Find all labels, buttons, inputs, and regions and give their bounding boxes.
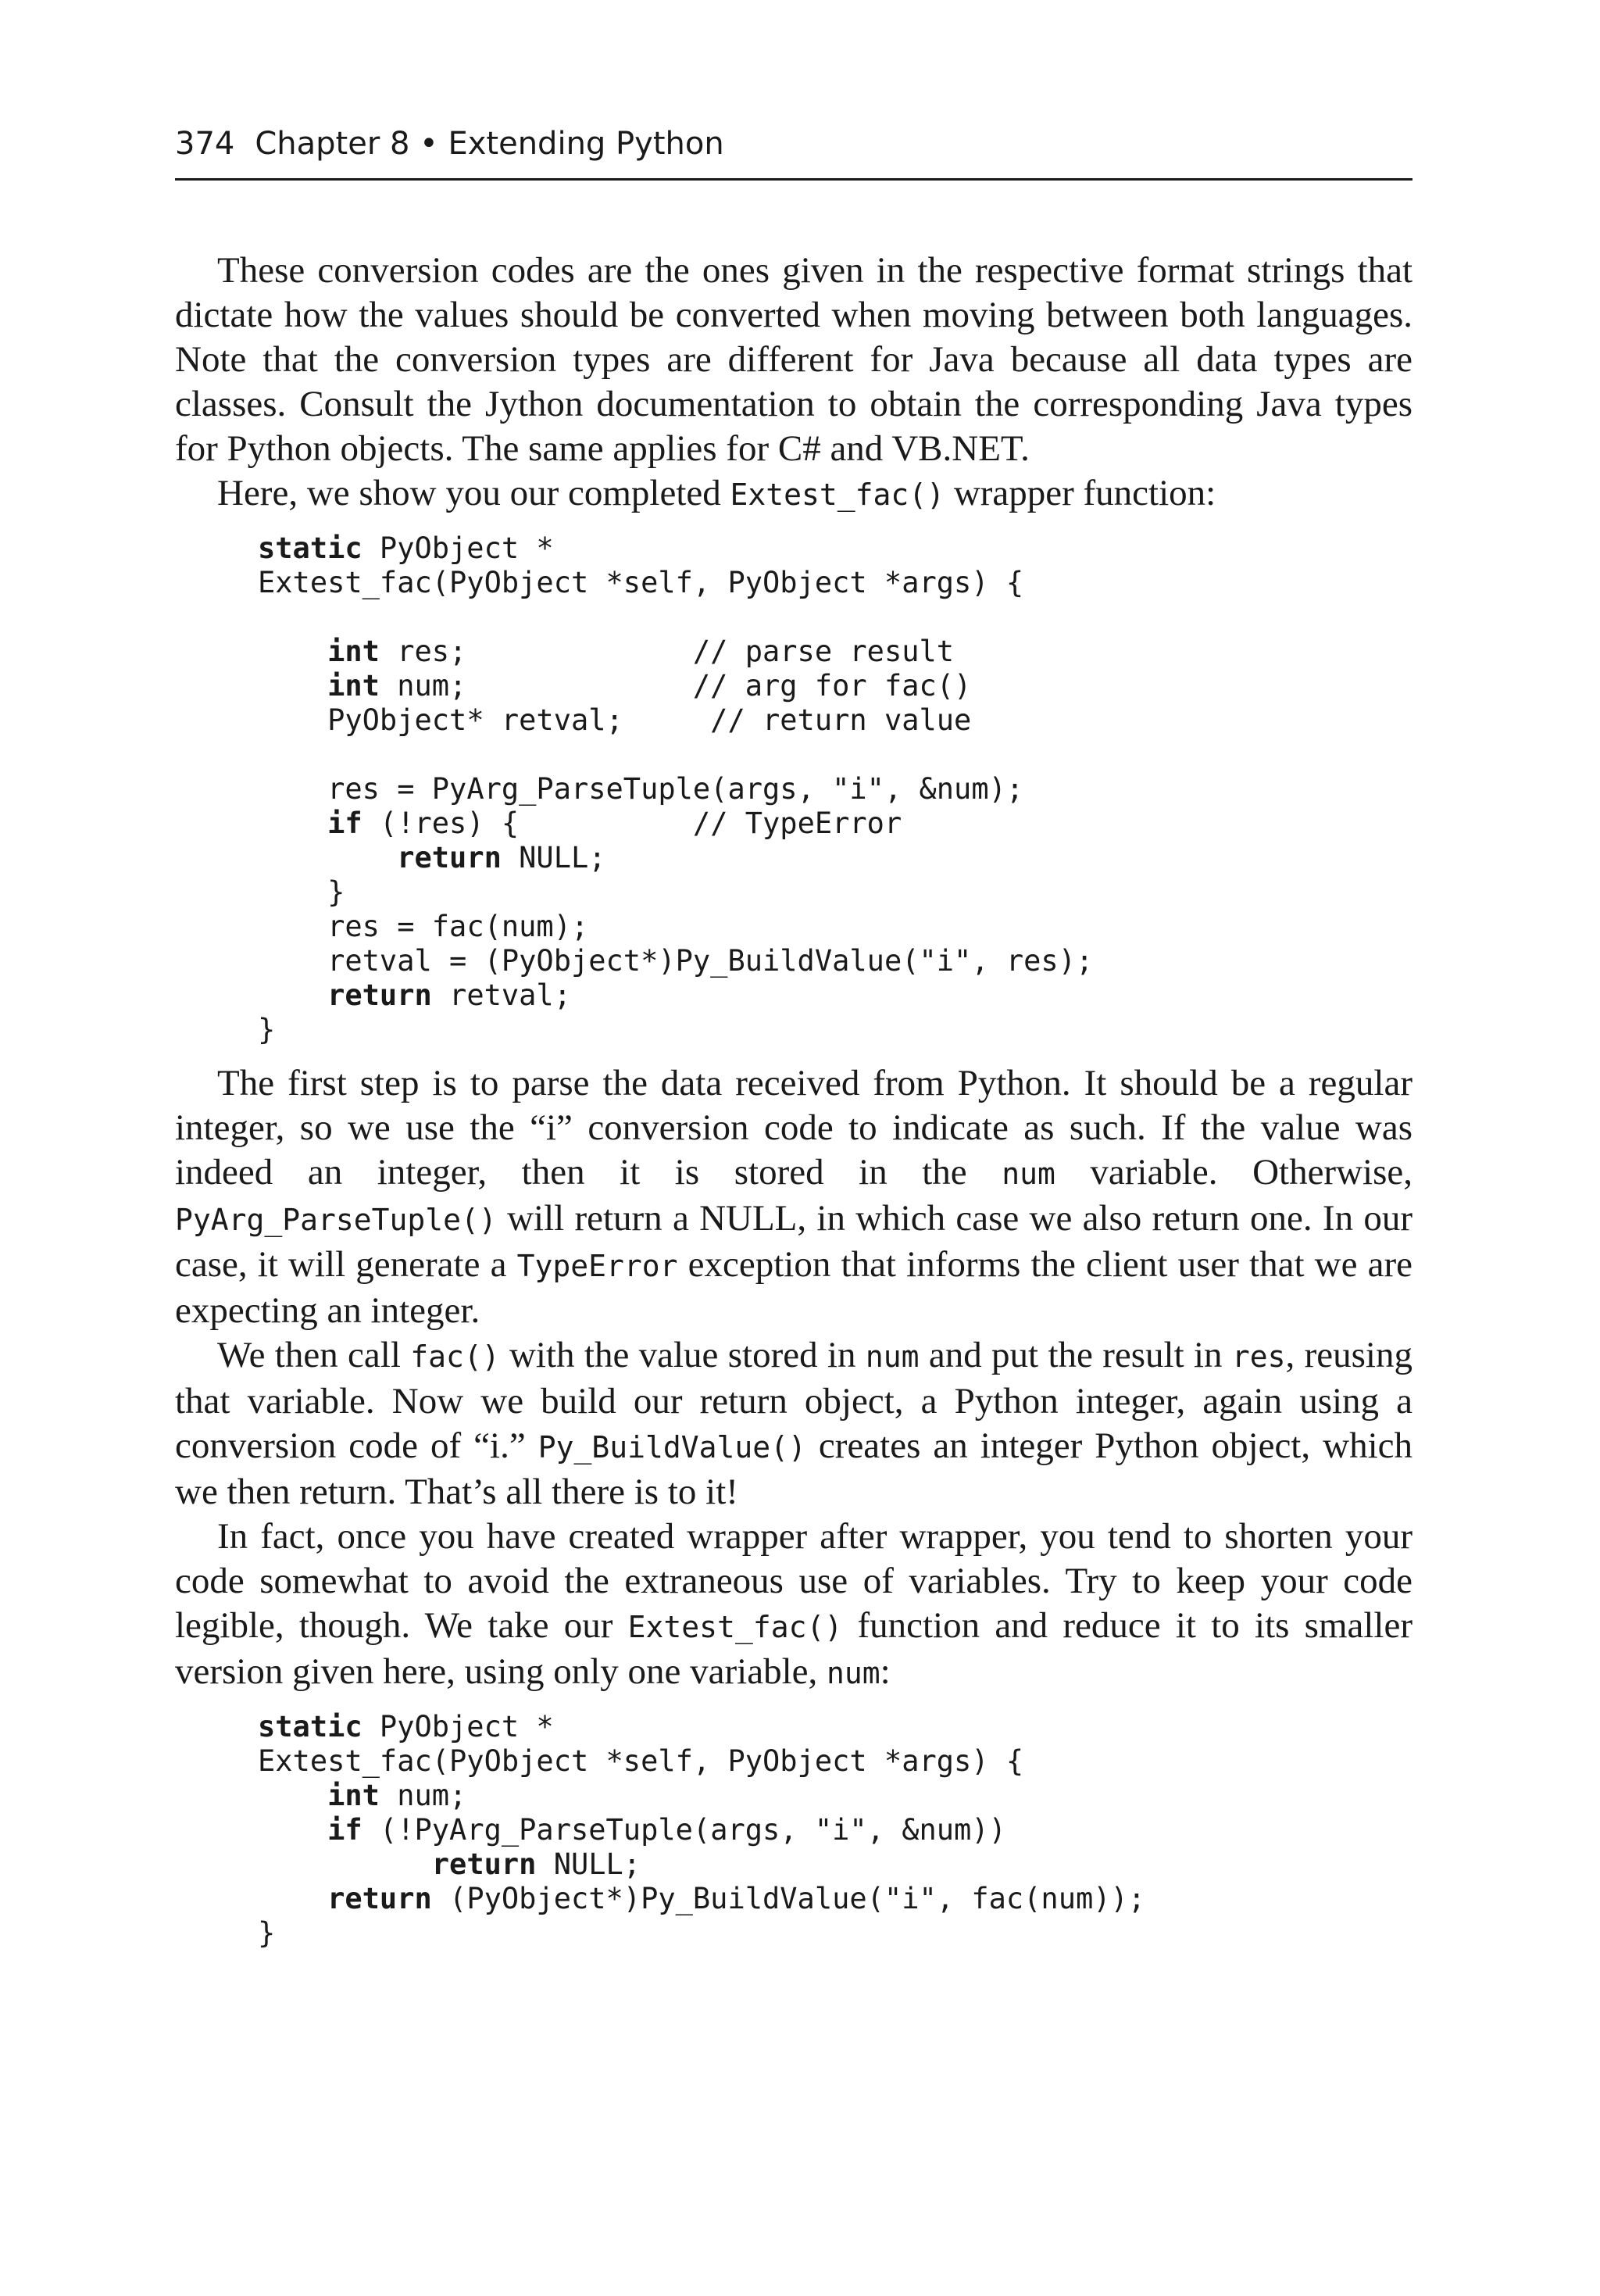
- code-indent: [258, 841, 397, 874]
- code-line: [258, 600, 1412, 635]
- code-indent: [258, 806, 327, 840]
- code-indent: [258, 944, 327, 978]
- code-line: [258, 635, 1412, 669]
- code-line: [258, 531, 1412, 566]
- code-line: [258, 1779, 1412, 1813]
- code-keyword: int: [327, 1779, 380, 1812]
- code-text: PyObject *: [362, 1710, 554, 1743]
- paragraph-text: Here, we show you our completed: [217, 473, 730, 513]
- code-line: [258, 1013, 1412, 1047]
- code-line: [258, 806, 1412, 841]
- inline-code: Extest_fac(): [730, 477, 945, 512]
- code-line: [258, 841, 1412, 875]
- inline-code: Extest_fac(): [627, 1610, 843, 1644]
- inline-code: TypeError: [516, 1249, 678, 1283]
- code-text: (PyObject*)Py_BuildValue("i", fac(num));: [431, 1882, 1146, 1915]
- code-text: retval;: [431, 978, 571, 1012]
- paragraph-text: with the value stored in: [499, 1335, 866, 1375]
- code-text: res; // parse result: [379, 635, 955, 668]
- code-line: [258, 1882, 1412, 1916]
- code-keyword: return: [431, 1847, 537, 1881]
- inline-code: PyArg_ParseTuple(): [175, 1203, 497, 1237]
- paragraph-text: creates an integer Python object, which we then return. That’s all there is to it!: [175, 1425, 1412, 1512]
- code-keyword: return: [327, 978, 432, 1012]
- code-keyword: static: [258, 1710, 362, 1743]
- inline-code: fac(): [410, 1339, 500, 1374]
- code-text: PyObject* retval; // return value: [327, 703, 972, 737]
- code-keyword: if: [327, 1813, 362, 1847]
- code-text: NULL;: [536, 1847, 641, 1881]
- code-line: [258, 1744, 1412, 1779]
- code-block-full: [258, 531, 1412, 1047]
- code-keyword: return: [397, 841, 502, 874]
- code-text: retval = (PyObject*)Py_BuildValue("i", res);: [327, 944, 1094, 978]
- code-text: NULL;: [501, 841, 606, 874]
- paragraph-text: , reusing that variable. Now we build our return object, a Python integer, again using a conversion code of “i.”: [175, 1335, 1412, 1466]
- paragraph-text: function and reduce it to its smaller version given here, using only one variable,: [175, 1605, 1412, 1692]
- inline-code: num: [827, 1656, 880, 1690]
- code-indent: [258, 875, 327, 909]
- code-keyword: if: [327, 806, 362, 840]
- code-text: }: [327, 875, 345, 909]
- code-line: [258, 910, 1412, 944]
- paragraph-text: will return a NULL, in which case we also return one. In our case, it will generate a: [175, 1198, 1412, 1285]
- body-text: [175, 249, 1412, 1965]
- page-number: 374: [175, 126, 235, 162]
- code-block-short: [258, 1710, 1412, 1951]
- paragraph-text: exception that informs the client user that we are expecting an integer.: [175, 1244, 1412, 1331]
- code-text: (!res) { // TypeError: [362, 806, 902, 840]
- chapter-title: Chapter 8 • Extending Python: [255, 126, 724, 162]
- paragraph-text: :: [880, 1651, 891, 1692]
- paragraph-text: wrapper function:: [945, 473, 1216, 513]
- code-text: Extest_fac(PyObject *self, PyObject *args) {: [258, 1744, 1024, 1778]
- code-text: }: [258, 1013, 276, 1046]
- paragraph-text: We then call: [217, 1335, 411, 1375]
- code-line: [258, 566, 1412, 600]
- paragraph-first-step: [175, 1061, 1412, 1333]
- inline-code: num: [865, 1339, 920, 1374]
- code-indent: [258, 978, 327, 1012]
- code-text: res = PyArg_ParseTuple(args, "i", &num);: [327, 772, 1024, 806]
- code-indent: [258, 1779, 327, 1812]
- code-line: [258, 1813, 1412, 1847]
- paragraph-call-fac: [175, 1333, 1412, 1515]
- code-indent: [258, 1882, 327, 1915]
- paragraph-text: The first step is to parse the data received from Python. It should be a regular integer, so we use the “i” conversion code to indicate as such. If the value was indeed an integer, then it is stored in the: [175, 1063, 1412, 1193]
- code-text: (!PyArg_ParseTuple(args, "i", &num)): [362, 1813, 1006, 1847]
- code-keyword: int: [327, 635, 380, 668]
- inline-code: Py_BuildValue(): [538, 1430, 806, 1465]
- code-line: [258, 1710, 1412, 1744]
- code-text: PyObject *: [362, 531, 554, 565]
- code-text: res = fac(num);: [327, 910, 589, 943]
- header-rule: [175, 178, 1412, 181]
- code-line: [258, 978, 1412, 1013]
- code-indent: [258, 1847, 432, 1881]
- code-text: Extest_fac(PyObject *self, PyObject *args) {: [258, 566, 1024, 599]
- inline-code: res: [1231, 1339, 1286, 1374]
- code-line: [258, 944, 1412, 978]
- code-line: [258, 738, 1412, 772]
- inline-code: num: [1002, 1157, 1055, 1191]
- code-text: num;: [379, 1779, 467, 1812]
- code-line: [258, 703, 1412, 738]
- code-keyword: static: [258, 531, 362, 565]
- code-line: [258, 1847, 1412, 1882]
- paragraph-text: and put the result in: [919, 1335, 1232, 1375]
- code-indent: [258, 1813, 327, 1847]
- code-keyword: int: [327, 669, 380, 703]
- code-text: num; // arg for fac(): [379, 669, 972, 703]
- code-indent: [258, 669, 327, 703]
- code-keyword: return: [327, 1882, 432, 1915]
- code-line: [258, 1916, 1412, 1951]
- paragraph-completed-wrapper: [175, 471, 1412, 517]
- running-header: [175, 122, 1412, 166]
- code-line: [258, 669, 1412, 703]
- code-indent: [258, 772, 327, 806]
- code-line: [258, 875, 1412, 910]
- paragraph-text: variable. Otherwise,: [1055, 1152, 1412, 1193]
- paragraph-conversion-codes: These conversion codes are the ones given in the respective format strings that dictate how the values should be converted when moving between both languages. Note that the conversion types are different for Java because all data types are classes. Consult the Jython documentation to obtain the corresponding Java types for Python objects. The same applies for C# and VB.NET.: [175, 250, 1412, 469]
- code-indent: [258, 703, 327, 737]
- code-indent: [258, 910, 327, 943]
- paragraph-shorten-code: [175, 1515, 1412, 1696]
- code-line: [258, 772, 1412, 806]
- code-text: }: [258, 1916, 276, 1950]
- code-indent: [258, 635, 327, 668]
- paragraph-text: In fact, once you have created wrapper after wrapper, you tend to shorten your code somewhat to avoid the extraneous use of variables. Try to keep your code legible, though. We take our: [175, 1516, 1412, 1646]
